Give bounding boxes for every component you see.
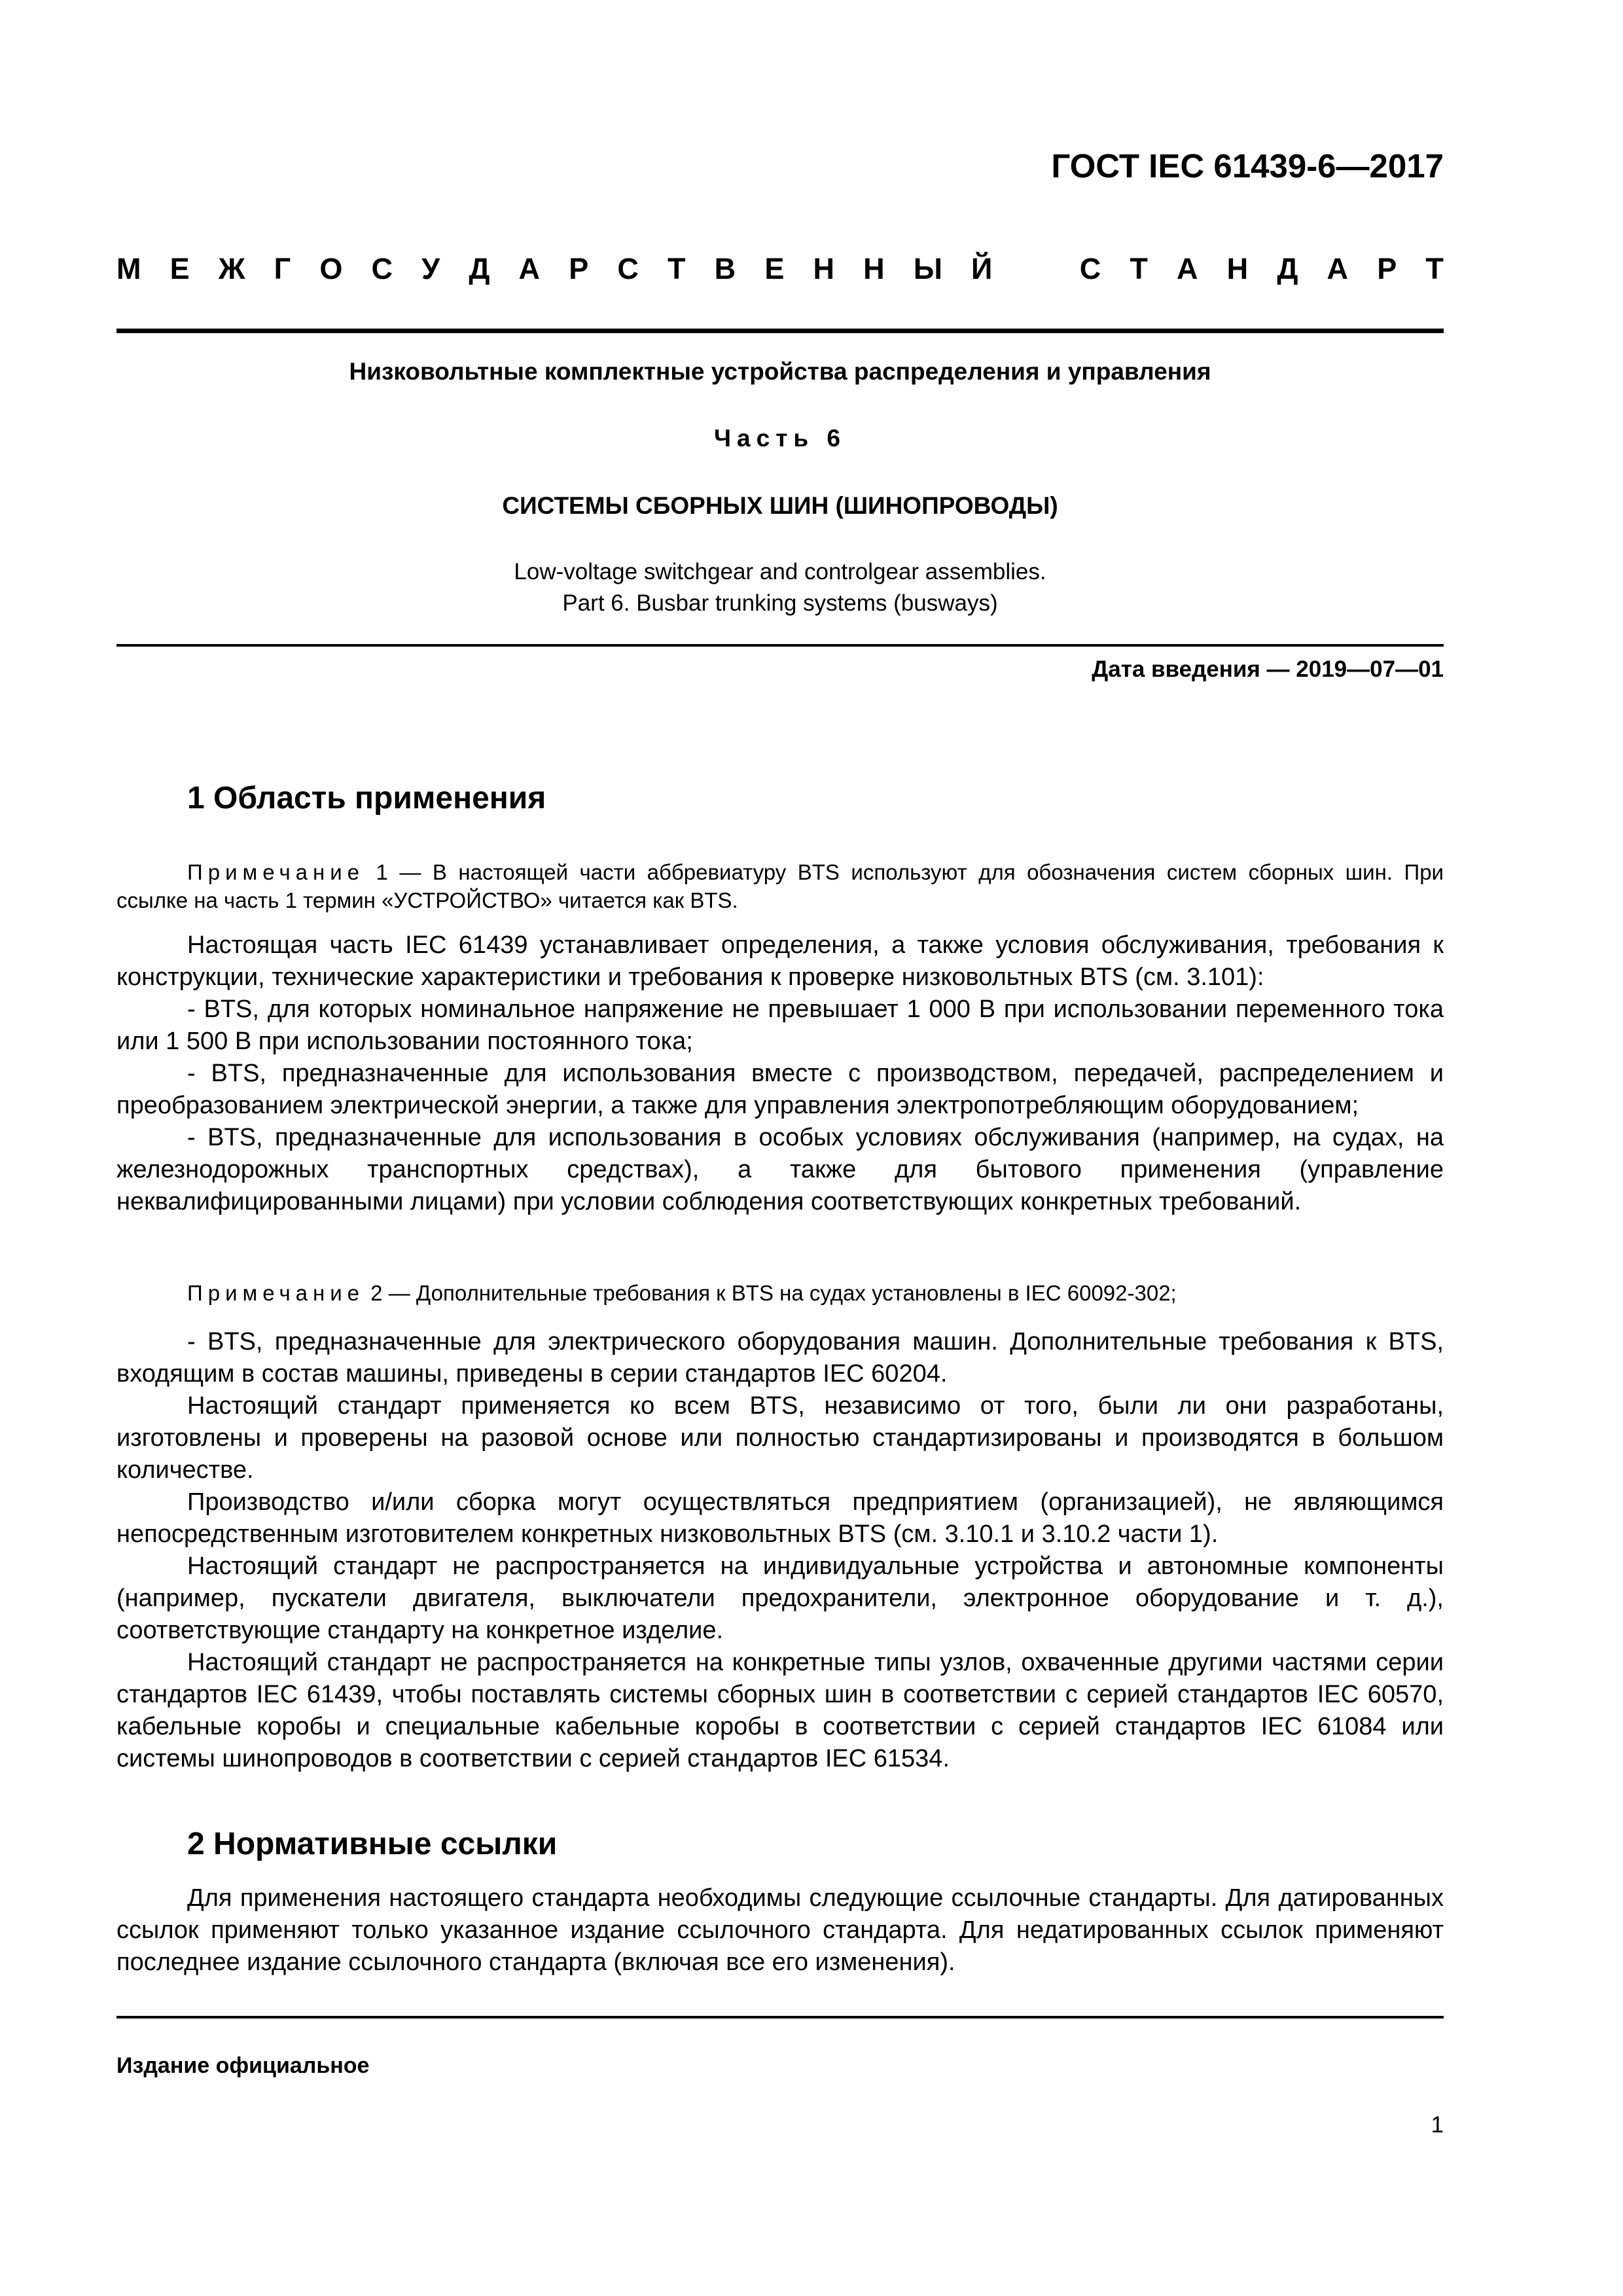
interstate-letter: Н (813, 252, 834, 285)
scope-paragraph-1: Настоящая часть IEC 61439 устанавливает определения, а также условия обслуживания, требования к конструкции, технические характеристики и требования к проверке низковольтных BTS (см. 3.101): (116, 931, 1444, 991)
note-2-label: Примечание (187, 1281, 365, 1305)
section-1-heading: 1 Область применения (187, 781, 546, 816)
interstate-letter: Р (1377, 252, 1397, 285)
header-rule (116, 329, 1444, 333)
title-english (116, 556, 1444, 619)
footer-rule (116, 2016, 1444, 2018)
title-english-line2: Part 6. Busbar trunking systems (busways) (562, 590, 998, 616)
interstate-letter: Ж (218, 252, 245, 285)
note-2 (116, 1279, 1444, 1307)
document-page (116, 0, 1444, 2296)
interstate-letter: О (319, 252, 343, 285)
interstate-letter: С (617, 252, 639, 285)
scope-bullet-2: - BTS, предназначенные для использования вместе с производством, передачей, распределением и преобразованием электрической энергии, а также для управления электропотребляющим оборудованием; (116, 1060, 1444, 1119)
scope-paragraph-2: Настоящий стандарт применяется ко всем BTS, независимо от того, были ли они разработаны, изготовлены и проверены на разовой основе или полностью стандартизированы и производятся в большом количестве. (116, 1392, 1444, 1484)
interstate-letter: А (1327, 252, 1349, 285)
interstate-letter: Т (1425, 252, 1444, 285)
title-russian: Низковольтные комплектные устройства распределения и управления (349, 358, 1211, 385)
interstate-letter: Й (971, 252, 993, 285)
interstate-letter: Р (569, 252, 589, 285)
interstate-letter: А (518, 252, 541, 285)
title-part: Часть 6 (714, 425, 846, 452)
interstate-letter: Т (668, 252, 686, 285)
scope-text-block-1 (116, 929, 1444, 1218)
scope-bullet-1: - BTS, для которых номинальное напряжение не превышает 1 000 В при использовании переменного тока или 1 500 В при использовании постоянного тока; (116, 996, 1444, 1055)
official-edition-label: Издание официальное (116, 2053, 370, 2078)
normative-references-text (116, 1882, 1444, 1979)
note-1-text: 1 — В настоящей части аббревиатуру BTS используют для обозначения систем сборных шин. При ссылке на часть 1 термин «УСТРОЙСТВО» читается как BTS. (116, 860, 1444, 912)
interstate-letter: Т (1130, 252, 1148, 285)
interstate-letter: С (371, 252, 393, 285)
interstate-letter: Ы (913, 252, 942, 285)
scope-bullet-3: - BTS, предназначенные для использования в особых условиях обслуживания (например, на судах, на железнодорожных транспортных средствах), а также для бытового применения (управление неквалифицированными лицами) при условии соблюдения соответствующих конкретных требований. (116, 1124, 1444, 1215)
page-number: 1 (1431, 2112, 1444, 2138)
scope-text-block-2 (116, 1326, 1444, 1775)
title-subtitle: СИСТЕМЫ СБОРНЫХ ШИН (ШИНОПРОВОДЫ) (502, 492, 1058, 519)
interstate-letter: В (714, 252, 736, 285)
note-2-text: 2 — Дополнительные требования к BTS на судах установлены в IEC 60092-302; (365, 1281, 1177, 1305)
title-rule (116, 644, 1444, 647)
section-2-heading: 2 Нормативные ссылки (187, 1827, 558, 1861)
scope-paragraph-3: Производство и/или сборка могут осуществляться предприятием (организацией), не являющимся непосредственным изготовителем конкретных низковольтных BTS (см. 3.10.1 и 3.10.2 части 1). (116, 1488, 1444, 1548)
interstate-letter: Н (863, 252, 885, 285)
normative-paragraph-1: Для применения настоящего стандарта необходимы следующие ссылочные стандарты. Для датированных ссылок применяют только указанное издание ссылочного стандарта. Для недатированных ссылок применяют последнее издание ссылочного стандарта (включая все его изменения). (116, 1884, 1444, 1976)
interstate-letter (1022, 252, 1051, 286)
interstate-letter: Е (169, 252, 190, 285)
interstate-letter: У (421, 252, 440, 285)
interstate-letter: С (1079, 252, 1101, 285)
interstate-letter: Д (1277, 252, 1298, 285)
introduction-date: Дата введения — 2019—07—01 (1092, 656, 1444, 682)
title-english-line1: Low-voltage switchgear and controlgear assemblies. (514, 559, 1046, 584)
standard-code: ГОСТ IEC 61439-6—2017 (1051, 147, 1444, 185)
interstate-letter: Д (469, 252, 490, 285)
note-1-label: Примечание (187, 860, 365, 884)
interstate-letter: А (1177, 252, 1198, 285)
interstate-letter: М (116, 252, 141, 285)
note-1 (116, 858, 1444, 914)
scope-paragraph-5: Настоящий стандарт не распространяется на конкретные типы узлов, охваченные другими частями серии стандартов IEC 61439, чтобы поставлять системы сборных шин в соответствии с серией стандартов IEC 60570, кабельные коробы и специальные кабельные коробы в соответствии с серией стандартов IEC 61084 или системы шинопроводов в соответствии с серией стандартов IEC 61534. (116, 1649, 1444, 1772)
scope-paragraph-4: Настоящий стандарт не распространяется на индивидуальные устройства и автономные компоненты (например, пускатели двигателя, выключатели предохранители, электронное оборудование и т. д.), соответствующие стандарту на конкретное изделие. (116, 1552, 1444, 1644)
interstate-letter: Н (1226, 252, 1249, 285)
scope-bullet-4: - BTS, предназначенные для электрического оборудования машин. Дополнительные требования к BTS, входящим в состав машины, приведены в серии стандартов IEC 60204. (116, 1328, 1444, 1388)
interstate-letter: Г (274, 252, 291, 285)
interstate-letter: Е (764, 252, 785, 285)
interstate-standard-label (116, 252, 1444, 286)
